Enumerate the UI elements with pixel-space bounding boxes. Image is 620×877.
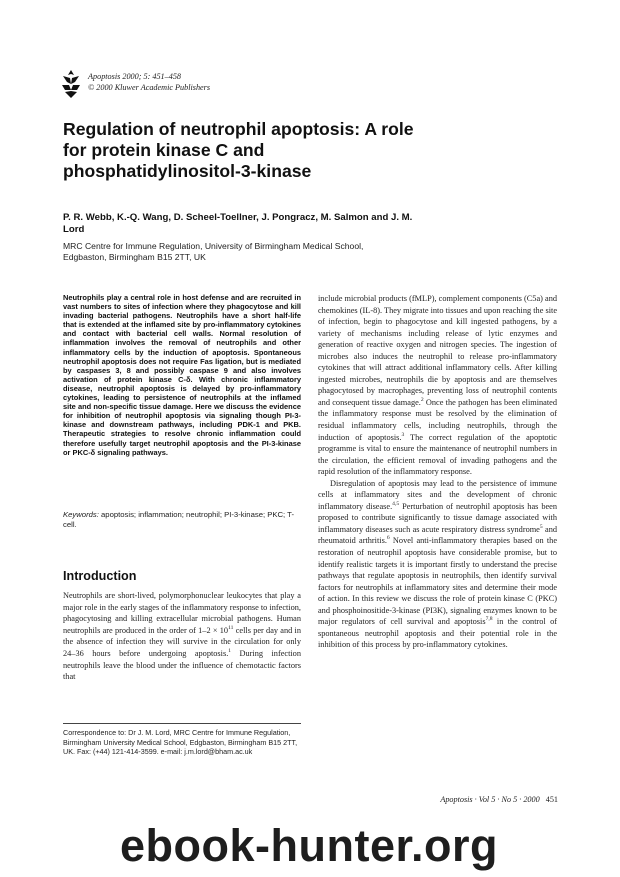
journal-volume-pages: 2000; 5: 451–458 bbox=[120, 72, 182, 81]
introduction-paragraph: Neutrophils are short-lived, polymorphonuclear leukocytes that play a major role in the early stages of the inflammatory response to infection, phagocytosing and killing extracellular microbial pathogens. Human neutrophils are produced in the order of $1-2 \times 10^{11}$ cells per day and in the absence of infection they will survive in the circulation for only 24–36 hours before undergoing apoptosis.$^1$ During infection neutrophils leave the blood under the influence of chemotactic factors that bbox=[63, 591, 301, 682]
keywords-text: apoptosis; inflammation; neutrophil; PI-3-kinase; PKC; T-cell. bbox=[63, 510, 295, 529]
journal-name: Apoptosis bbox=[88, 72, 121, 81]
affiliation-line-1: MRC Centre for Immune Regulation, University of Birmingham Medical School, bbox=[63, 241, 364, 251]
affiliation-line-2: Edgbaston, Birmingham B15 2TT, UK bbox=[63, 252, 206, 262]
page-number: 451 bbox=[545, 795, 558, 804]
paragraph-disregulation: Disregulation of apoptosis may lead to the persistence of immune cells at inflammatory sites and the development of chronic inflammatory disease.$^{4,5}$ Perturbation of neutrophil apoptosis has been proposed to contribute significantly to tissue damage associated with inflammatory diseases such as acute respiratory distress syndrome$^5$ and rheumatoid arthritis.$^6$ Novel anti-inflammatory therapies based on the restoration of neutrophil apoptosis have considerable promise, but to identify realistic targets it is important firstly to understand the precise pathways that regulate apoptosis in neutrophils, then identify survival factors for neutrophils at inflammatory sites and determine their mode of action. In this review we discuss the role of protein kinase C (PKC) and phosphoinositide-3-kinase (PI3K), signaling enzymes known to be major regulators of cell survival and apoptosis$^{7,8}$ in the control of spontaneous neutrophil apoptosis and their potential role in the inhibition of this process by pro-inflammatory cytokines. bbox=[318, 478, 557, 650]
correspondence-footnote: Correspondence to: Dr J. M. Lord, MRC Centre for Immune Regulation, Birmingham University Medical School, Edgbaston, Birmingham B15 2TT, UK. Fax: (+44) 121-414-3599. e-mail: j.m.lord@bham.ac.uk bbox=[63, 728, 298, 757]
publisher-logo-icon bbox=[61, 70, 81, 98]
author-list: P. R. Webb, K.-Q. Wang, D. Scheel-Toellner, J. Pongracz, M. Salmon and J. M. Lord bbox=[63, 212, 413, 235]
journal-citation bbox=[88, 71, 181, 82]
abstract: Neutrophils play a central role in host defense and are recruited in vast numbers to sites of infection where they phagocytose and kill invading bacterial pathogens. Neutrophils have a short half-life that is extended at the inflamed site by pro-inflammatory cytokines and contact with bacterial cell walls. Normal resolution of inflammation involves the removal of neutrophils and other inflammatory cells by the induction of apoptosis. Spontaneous neutrophil apoptosis does not require Fas ligation, but is mediated by caspases 3, 8 and possibly caspase 9 and also involves activation of protein kinase C-δ. With chronic inflammatory disease, neutrophil apoptosis is delayed by pro-inflammatory cytokines, leading to persistence of neutrophils at the inflamed site and non-specific tissue damage. Here we discuss the evidence for inhibition of neutrophil apoptosis via signaling though PI-3-kinase and downstream pathways, including PDK-1 and PKB. Therapeutic strategies to resolve chronic inflammation could therefore usefully target neutrophil apoptosis and the PI-3-kinase or PKC-δ signaling pathways. bbox=[63, 293, 301, 457]
keywords-label: Keywords: bbox=[63, 510, 99, 519]
paragraph-continuation: include microbial products (fMLP), complement components (C5a) and chemokines (IL-8). They migrate into tissues and upon reaching the site of infection, begin to phagocytose and kill ingested pathogens, by a variety of mechanisms including release of lytic enzymes and generation of reactive oxygen and nitrogen species. The ingestion of microbes also induces the neutrophil to release pro-inflammatory cytokines that will attract additional inflammatory cells. After killing ingested microbes, neutrophils die by apoptosis and are themselves phagocytosed by macrophages, preventing loss of neutrophil contents and consequent tissue damage.$^2$ Once the pathogen has been eliminated the inflammatory response must be resolved by the elimination of residual inflammatory cells, including neutrophils, through the induction of apoptosis.$^3$ The correct regulation of the apoptotic programme is vital to ensure the maintenance of neutrophil numbers in the circulation, the efficient removal of invading pathogens and the rapid resolution of the inflammatory response. bbox=[318, 294, 557, 477]
footer-journal-issue: Apoptosis · Vol 5 · No 5 · 2000 bbox=[440, 795, 540, 804]
keywords bbox=[63, 510, 301, 530]
affiliation bbox=[63, 241, 423, 263]
section-heading-introduction: Introduction bbox=[63, 569, 137, 583]
article-title: Regulation of neutrophil apoptosis: A role for protein kinase C and phosphatidylinositol-3-kinase bbox=[63, 119, 414, 181]
footnote-divider bbox=[63, 723, 301, 724]
page-footer bbox=[395, 795, 558, 804]
copyright-notice: © 2000 Kluwer Academic Publishers bbox=[88, 83, 211, 92]
watermark-text: ebook-hunter.org bbox=[120, 820, 498, 871]
right-column-text bbox=[318, 293, 557, 651]
